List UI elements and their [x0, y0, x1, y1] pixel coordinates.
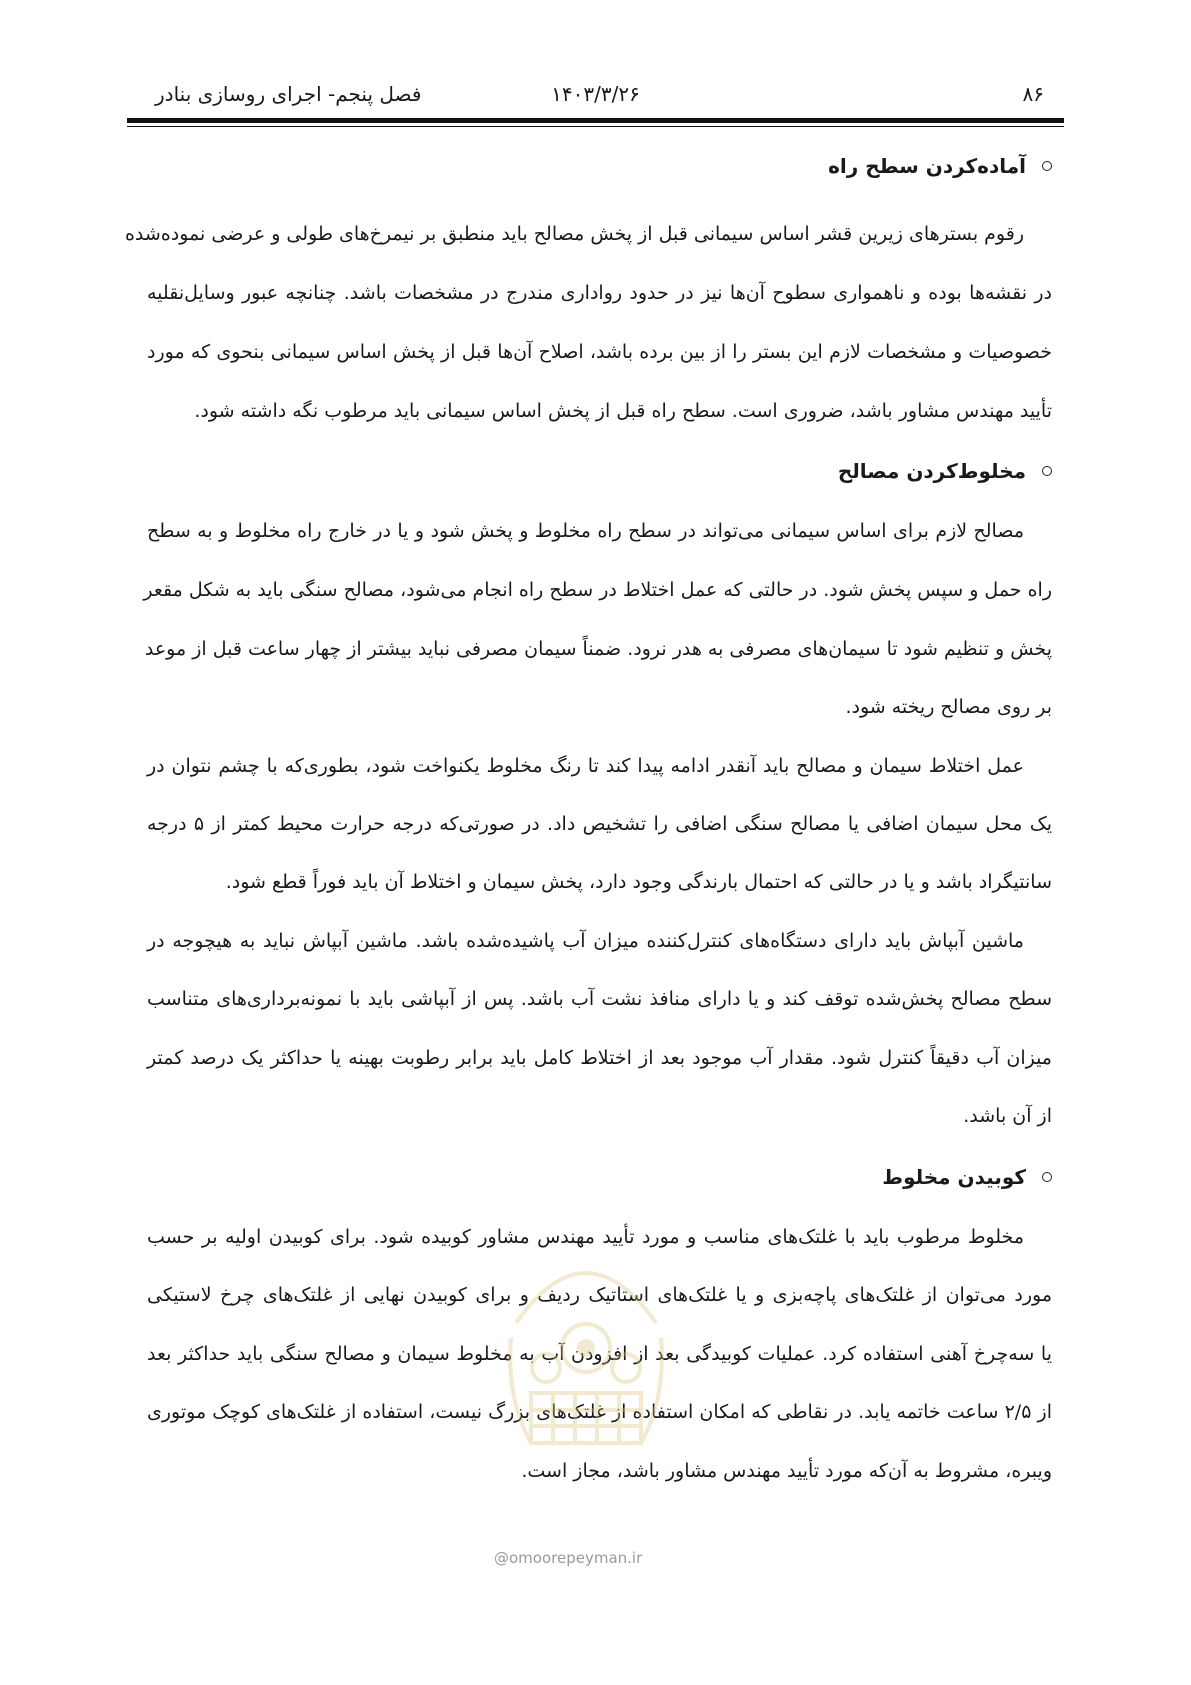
text-line: از ۲/۵ ساعت خاتمه یابد. در نقاطی که امکان استفاده از غلتک‌های بزرگ نیست، استفاده از غلتک‌های کوچک موتوری: [147, 1401, 1052, 1423]
text-line: خصوصیات و مشخصات لازم این بستر را از بین برده باشد، اصلاح آن‌ها قبل از پخش اساس سیمانی بنحوی که مورد: [147, 341, 1052, 363]
text-line: ماشین آبپاش باید دارای دستگاه‌های کنترل‌کننده میزان آب پاشیده‌شده باشد. ماشین آبپاش نباید به هیچوجه در: [147, 930, 1024, 952]
section-heading: [882, 1165, 1052, 1189]
text-line: بر روی مصالح ریخته شود.: [845, 696, 1052, 718]
text-line: سطح مصالح پخش‌شده توقف کند و یا دارای منافذ نشت آب باشد. پس از آبپاشی باید با نمونه‌برداری‌های متناسب: [147, 988, 1052, 1010]
text-line: سانتیگراد باشد و یا در حالتی که احتمال بارندگی وجود دارد، پخش سیمان و اختلاط آن باید فوراً قطع شود.: [225, 871, 1052, 893]
circle-bullet-icon: [1042, 466, 1052, 476]
page-number: ۸۶: [1022, 82, 1044, 106]
circle-bullet-icon: [1042, 161, 1052, 171]
text-line: مورد می‌توان از غلتک‌های پاچه‌بزی و یا غلتک‌های استاتیک ردیف و برای کوبیدن نهایی از غلتک‌های چرخ لاستیکی: [147, 1284, 1052, 1306]
watermark-site: @omoorepeyman.ir: [494, 1549, 643, 1567]
text-line: ویبره، مشروط به آن‌که مورد تأیید مهندس مشاور باشد، مجاز است.: [521, 1460, 1052, 1482]
text-line: یک محل سیمان اضافی یا مصالح سنگی اضافی را تشخیص داد. در صورتی‌که درجه حرارت محیط کمتر از ۵ درجه: [147, 813, 1053, 835]
text-line: رقوم بسترهای زیرین قشر اساس سیمانی قبل از پخش مصالح باید منطبق بر نیمرخ‌های طولی و عرضی نموده‌شده: [124, 223, 1024, 245]
text-line: تأیید مهندس مشاور باشد، ضروری است. سطح راه قبل از پخش اساس سیمانی باید مرطوب نگه داشته شود.: [194, 400, 1052, 422]
text-line: از آن باشد.: [963, 1105, 1052, 1127]
text-line: یا سه‌چرخ آهنی استفاده کرد. عملیات کوبیدگی بعد از افزودن آب به مخلوط سیمان و مصالح سنگی باید حداکثر بعد: [147, 1343, 1052, 1365]
text-line: عمل اختلاط سیمان و مصالح باید آنقدر ادامه پیدا کند تا رنگ مخلوط یکنواخت شود، بطوری‌که با چشم نتوان در: [147, 755, 1024, 777]
watermark-logo-icon: [486, 1228, 686, 1458]
section-title: کوبیدن مخلوط: [882, 1165, 1026, 1189]
header-rule-thin: [127, 126, 1064, 127]
text-line: میزان آب دقیقاً کنترل شود. مقدار آب موجود بعد از اختلاط کامل باید برابر رطوبت بهینه یا حداکثر یک درصد کمتر: [147, 1047, 1052, 1069]
text-line: در نقشه‌ها بوده و ناهمواری سطوح آن‌ها نیز در حدود رواداری مندرج در مشخصات باشد. چنانچه عبور وسایل‌نقلیه: [147, 282, 1052, 304]
section-heading: [838, 459, 1052, 483]
section-heading: [828, 154, 1052, 178]
header-date: ۱۴۰۳/۳/۲۶: [551, 82, 640, 106]
circle-bullet-icon: [1042, 1172, 1052, 1182]
section-title: آماده‌کردن سطح راه: [828, 154, 1026, 178]
header-rule-thick: [127, 118, 1064, 123]
chapter-title: فصل پنجم- اجرای روسازی بنادر: [155, 82, 422, 106]
section-title: مخلوط‌کردن مصالح: [837, 459, 1026, 483]
text-line: راه حمل و سپس پخش شود. در حالتی که عمل اختلاط در سطح راه انجام می‌شود، مصالح سنگی باید به شکل مقعر: [143, 579, 1052, 601]
page-header: [127, 74, 1064, 114]
text-line: مصالح لازم برای اساس سیمانی می‌تواند در سطح راه مخلوط و پخش شود و یا در خارج راه مخلوط و به سطح: [147, 520, 1024, 542]
text-line: پخش و تنظیم شود تا سیمان‌های مصرفی به هدر نرود. ضمناً سیمان مصرفی نباید بیشتر از چهار ساعت قبل از موعد: [144, 638, 1052, 660]
text-line: مخلوط مرطوب باید با غلتک‌های مناسب و مورد تأیید مهندس مشاور کوبیده شود. برای کوبیدن اولیه بر حسب: [147, 1226, 1024, 1248]
